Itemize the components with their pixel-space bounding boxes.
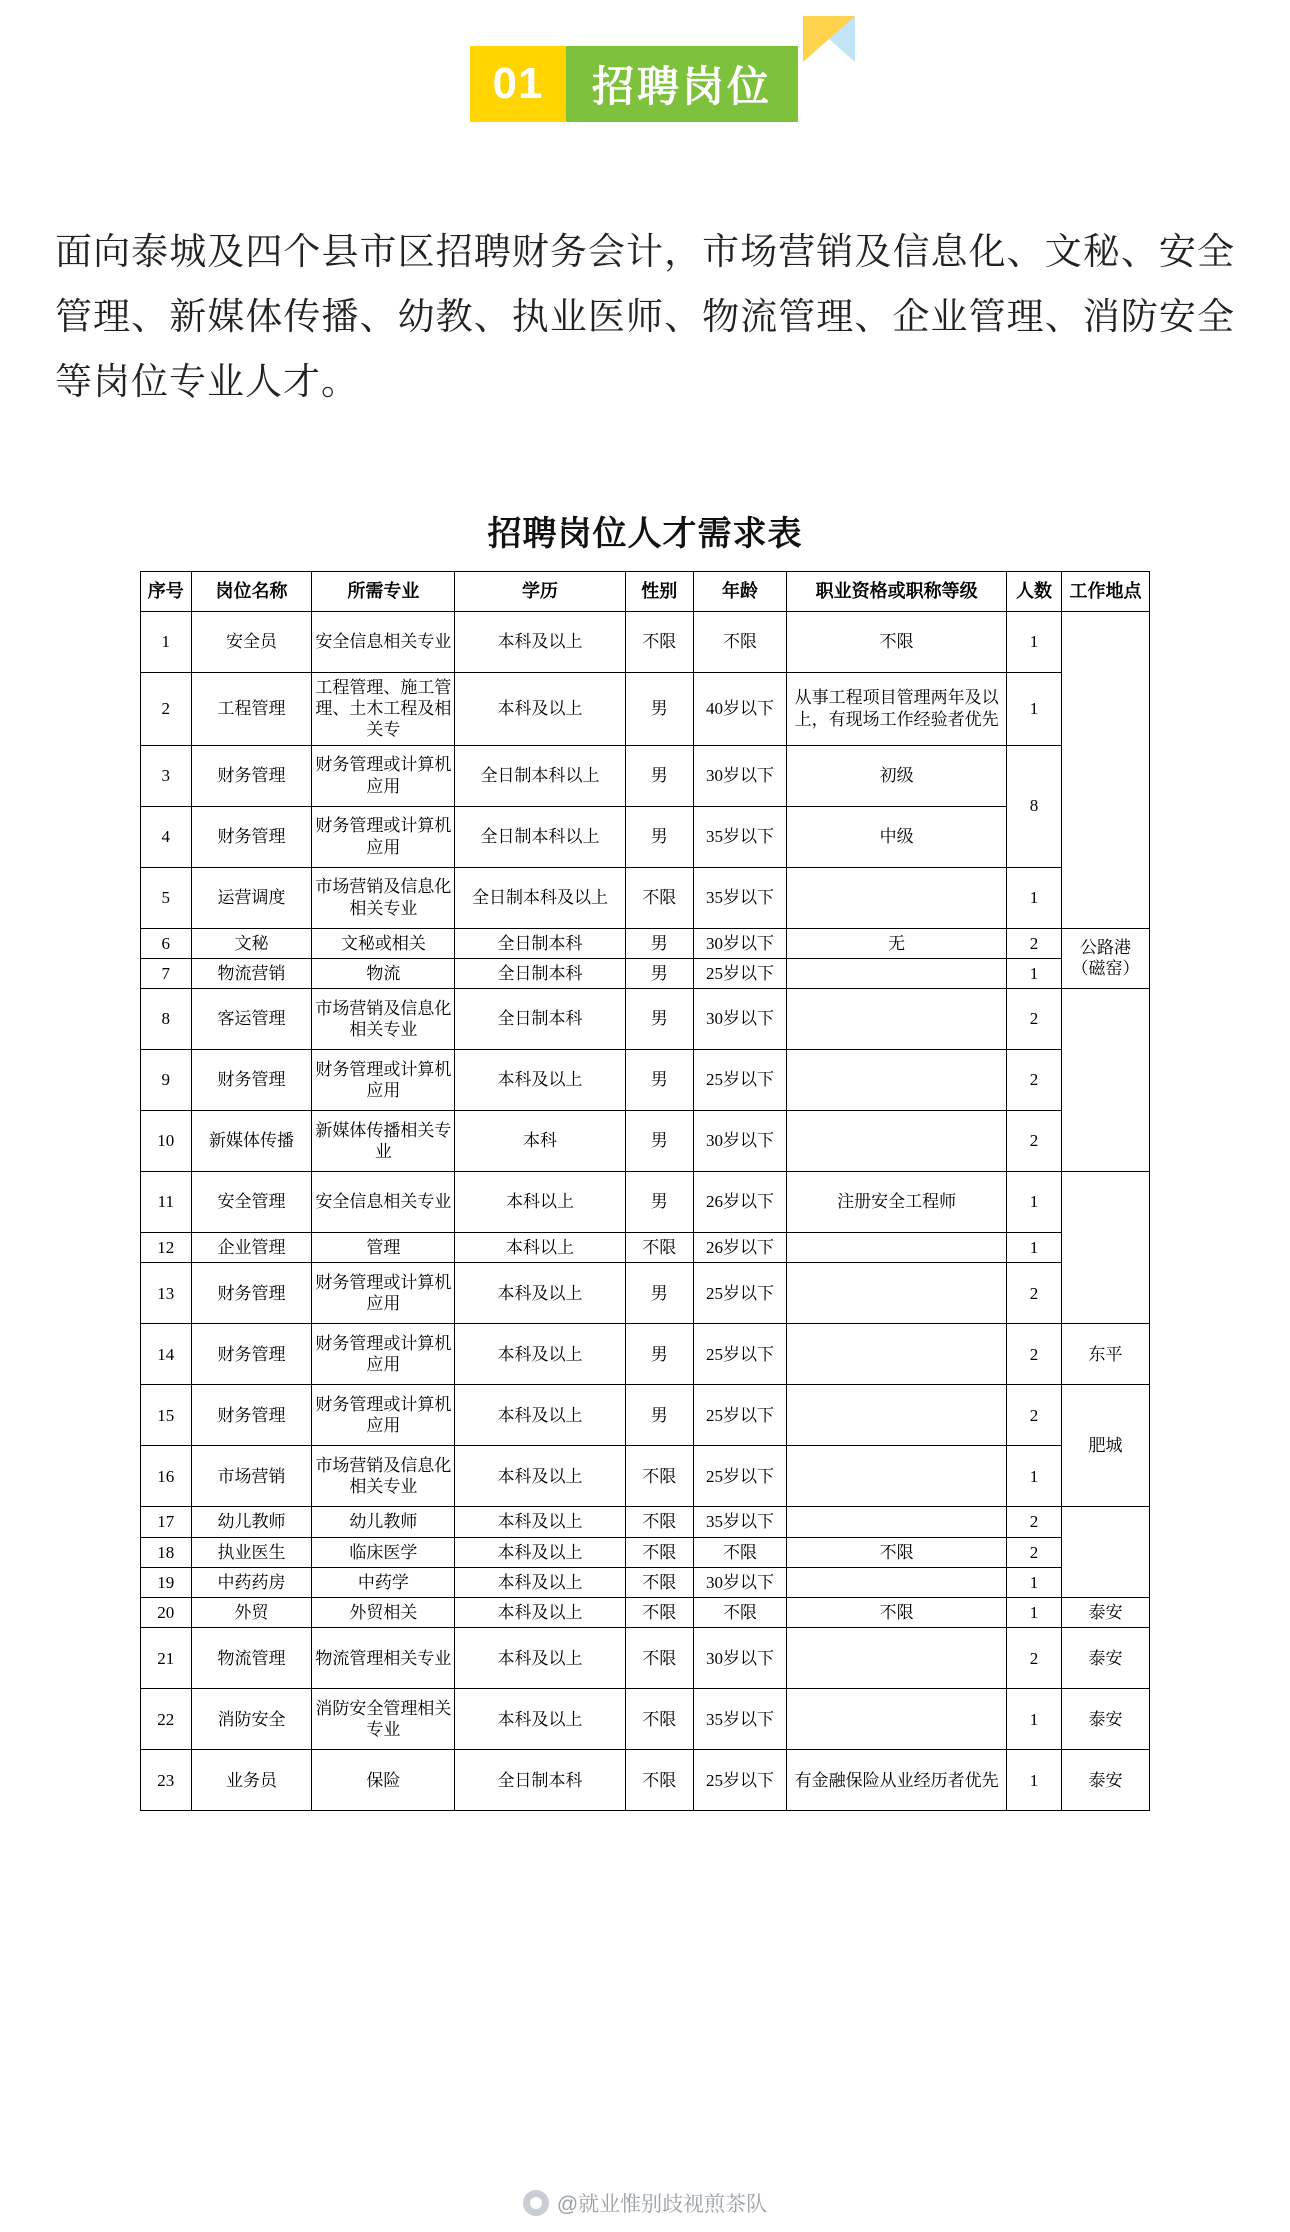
cell-headcount: 1: [1007, 1172, 1062, 1233]
cell-age: 35岁以下: [693, 806, 786, 867]
cell-major: 新媒体传播相关专业: [312, 1111, 455, 1172]
cell-gender: 男: [625, 1263, 693, 1324]
cell-post: 物流管理: [191, 1628, 312, 1689]
cell-certificate: 不限: [787, 1598, 1007, 1628]
cell-major: 中药学: [312, 1567, 455, 1597]
table-row: [141, 1598, 1150, 1628]
cell-education: 全日制本科: [455, 989, 625, 1050]
cell-gender: 不限: [625, 1689, 693, 1750]
col-certificate: 职业资格或职称等级: [787, 572, 1007, 612]
cell-age: 30岁以下: [693, 1567, 786, 1597]
cell-index: 6: [141, 928, 192, 958]
document-page: [0, 28, 1290, 2232]
cell-age: 30岁以下: [693, 928, 786, 958]
section-title: 招聘岗位: [592, 63, 773, 110]
cell-post: 消防安全: [191, 1689, 312, 1750]
table-row: [141, 1750, 1150, 1811]
cell-education: 本科及以上: [455, 1537, 625, 1567]
cell-age: 40岁以下: [693, 672, 786, 745]
weibo-icon: [523, 2190, 549, 2216]
cell-major: 财务管理或计算机应用: [312, 1385, 455, 1446]
cell-major: 财务管理或计算机应用: [312, 806, 455, 867]
cell-index: 23: [141, 1750, 192, 1811]
cell-location: [1062, 1172, 1150, 1324]
cell-location: 泰安: [1062, 1689, 1150, 1750]
cell-major: 消防安全管理相关专业: [312, 1689, 455, 1750]
cell-index: 5: [141, 867, 192, 928]
cell-post: 幼儿教师: [191, 1507, 312, 1537]
col-location: 工作地点: [1062, 572, 1150, 612]
cell-education: 全日制本科以上: [455, 745, 625, 806]
cell-education: 本科: [455, 1111, 625, 1172]
cell-location: 泰安: [1062, 1628, 1150, 1689]
cell-major: 财务管理或计算机应用: [312, 745, 455, 806]
cell-headcount: 2: [1007, 928, 1062, 958]
cell-gender: 不限: [625, 1537, 693, 1567]
cell-education: 本科及以上: [455, 1385, 625, 1446]
cell-certificate: 从事工程项目管理两年及以上，有现场工作经验者优先: [787, 672, 1007, 745]
cell-post: 企业管理: [191, 1233, 312, 1263]
cell-location: 泰安: [1062, 1750, 1150, 1811]
cell-education: 全日制本科及以上: [455, 867, 625, 928]
decorative-triangle-yellow: [803, 16, 855, 62]
table-header-row: [141, 572, 1150, 612]
cell-location: 肥城: [1062, 1385, 1150, 1507]
cell-gender: 不限: [625, 1750, 693, 1811]
cell-certificate: [787, 867, 1007, 928]
cell-certificate: [787, 1111, 1007, 1172]
footer-watermark: [0, 2188, 1290, 2218]
cell-post: 中药药房: [191, 1567, 312, 1597]
cell-index: 15: [141, 1385, 192, 1446]
cell-index: 3: [141, 745, 192, 806]
cell-index: 19: [141, 1567, 192, 1597]
cell-gender: 男: [625, 1172, 693, 1233]
table-row: [141, 1111, 1150, 1172]
cell-certificate: 有金融保险从业经历者优先: [787, 1750, 1007, 1811]
cell-location: 东平: [1062, 1324, 1150, 1385]
cell-location: 泰安: [1062, 1598, 1150, 1628]
cell-major: 市场营销及信息化相关专业: [312, 989, 455, 1050]
cell-headcount: 1: [1007, 1689, 1062, 1750]
col-headcount: 人数: [1007, 572, 1062, 612]
cell-education: 全日制本科以上: [455, 806, 625, 867]
cell-index: 8: [141, 989, 192, 1050]
table-row: [141, 1507, 1150, 1537]
cell-headcount: 1: [1007, 1233, 1062, 1263]
col-age: 年龄: [693, 572, 786, 612]
cell-age: 30岁以下: [693, 745, 786, 806]
cell-education: 本科及以上: [455, 1324, 625, 1385]
cell-headcount: 1: [1007, 958, 1062, 988]
col-index: 序号: [141, 572, 192, 612]
cell-location: 公路港（磁窑）: [1062, 928, 1150, 989]
cell-age: 26岁以下: [693, 1172, 786, 1233]
table-row: [141, 958, 1150, 988]
cell-post: 业务员: [191, 1750, 312, 1811]
cell-headcount: 2: [1007, 1537, 1062, 1567]
cell-certificate: 不限: [787, 1537, 1007, 1567]
cell-headcount: 2: [1007, 1263, 1062, 1324]
cell-index: 12: [141, 1233, 192, 1263]
cell-major: 文秘或相关: [312, 928, 455, 958]
intro-paragraph: 面向泰城及四个县市区招聘财务会计，市场营销及信息化、文秘、安全管理、新媒体传播、幼教、执业医师、物流管理、企业管理、消防安全等岗位专业人才。: [55, 231, 1235, 402]
cell-post: 安全员: [191, 611, 312, 672]
cell-headcount: 2: [1007, 1111, 1062, 1172]
table-row: [141, 1385, 1150, 1446]
cell-certificate: [787, 958, 1007, 988]
cell-education: 本科及以上: [455, 672, 625, 745]
cell-headcount: 1: [1007, 672, 1062, 745]
cell-certificate: [787, 1324, 1007, 1385]
cell-education: 本科以上: [455, 1172, 625, 1233]
cell-index: 14: [141, 1324, 192, 1385]
cell-gender: 男: [625, 806, 693, 867]
cell-gender: 男: [625, 1111, 693, 1172]
cell-certificate: 无: [787, 928, 1007, 958]
table-row: [141, 1263, 1150, 1324]
cell-age: 25岁以下: [693, 1446, 786, 1507]
cell-post: 物流营销: [191, 958, 312, 988]
cell-post: 财务管理: [191, 806, 312, 867]
cell-index: 17: [141, 1507, 192, 1537]
cell-index: 7: [141, 958, 192, 988]
cell-index: 2: [141, 672, 192, 745]
cell-post: 文秘: [191, 928, 312, 958]
cell-education: 本科以上: [455, 1233, 625, 1263]
cell-certificate: [787, 1446, 1007, 1507]
cell-gender: 不限: [625, 1628, 693, 1689]
cell-certificate: [787, 1050, 1007, 1111]
cell-post: 财务管理: [191, 1050, 312, 1111]
table-row: [141, 672, 1150, 745]
jobs-table-wrap: [140, 571, 1150, 1811]
cell-post: 安全管理: [191, 1172, 312, 1233]
cell-age: 26岁以下: [693, 1233, 786, 1263]
cell-certificate: [787, 1385, 1007, 1446]
cell-major: 财务管理或计算机应用: [312, 1263, 455, 1324]
cell-certificate: 中级: [787, 806, 1007, 867]
cell-major: 物流: [312, 958, 455, 988]
cell-major: 管理: [312, 1233, 455, 1263]
table-row: [141, 745, 1150, 806]
cell-education: 本科及以上: [455, 1567, 625, 1597]
cell-index: 13: [141, 1263, 192, 1324]
jobs-table: [140, 571, 1150, 1811]
cell-age: 35岁以下: [693, 1507, 786, 1537]
cell-major: 财务管理或计算机应用: [312, 1324, 455, 1385]
cell-certificate: [787, 1628, 1007, 1689]
cell-major: 安全信息相关专业: [312, 1172, 455, 1233]
cell-index: 21: [141, 1628, 192, 1689]
cell-headcount: 2: [1007, 989, 1062, 1050]
cell-age: 不限: [693, 1598, 786, 1628]
cell-index: 22: [141, 1689, 192, 1750]
cell-headcount: 1: [1007, 611, 1062, 672]
cell-post: 财务管理: [191, 1263, 312, 1324]
table-row: [141, 928, 1150, 958]
section-title-badge: [566, 46, 798, 122]
cell-headcount: 2: [1007, 1385, 1062, 1446]
cell-gender: 不限: [625, 1598, 693, 1628]
cell-post: 财务管理: [191, 745, 312, 806]
section-header: [0, 28, 1290, 148]
cell-index: 10: [141, 1111, 192, 1172]
table-title: 招聘岗位人才需求表: [487, 516, 803, 554]
cell-gender: 男: [625, 672, 693, 745]
cell-index: 20: [141, 1598, 192, 1628]
cell-gender: 不限: [625, 1233, 693, 1263]
cell-major: 保险: [312, 1750, 455, 1811]
cell-certificate: 注册安全工程师: [787, 1172, 1007, 1233]
table-row: [141, 1172, 1150, 1233]
cell-major: 临床医学: [312, 1537, 455, 1567]
cell-index: 16: [141, 1446, 192, 1507]
table-row: [141, 1537, 1150, 1567]
cell-post: 运营调度: [191, 867, 312, 928]
table-row: [141, 1689, 1150, 1750]
cell-gender: 男: [625, 1050, 693, 1111]
cell-gender: 男: [625, 745, 693, 806]
cell-education: 本科及以上: [455, 1507, 625, 1537]
cell-education: 本科及以上: [455, 1628, 625, 1689]
cell-location: [1062, 989, 1150, 1172]
cell-location: [1062, 611, 1150, 928]
cell-location: [1062, 1507, 1150, 1598]
cell-education: 全日制本科: [455, 958, 625, 988]
section-number-badge: [470, 46, 566, 122]
cell-education: 本科及以上: [455, 1050, 625, 1111]
table-row: [141, 1233, 1150, 1263]
cell-major: 物流管理相关专业: [312, 1628, 455, 1689]
cell-headcount: 2: [1007, 1507, 1062, 1537]
cell-education: 全日制本科: [455, 928, 625, 958]
table-row: [141, 806, 1150, 867]
cell-post: 财务管理: [191, 1324, 312, 1385]
cell-major: 幼儿教师: [312, 1507, 455, 1537]
cell-education: 全日制本科: [455, 1750, 625, 1811]
cell-index: 1: [141, 611, 192, 672]
cell-major: 市场营销及信息化相关专业: [312, 867, 455, 928]
cell-age: 35岁以下: [693, 867, 786, 928]
cell-certificate: 不限: [787, 611, 1007, 672]
cell-age: 30岁以下: [693, 989, 786, 1050]
cell-certificate: [787, 1507, 1007, 1537]
table-row: [141, 1446, 1150, 1507]
cell-age: 25岁以下: [693, 1750, 786, 1811]
cell-major: 工程管理、施工管理、土木工程及相关专: [312, 672, 455, 745]
cell-age: 30岁以下: [693, 1111, 786, 1172]
cell-age: 30岁以下: [693, 1628, 786, 1689]
cell-headcount: 1: [1007, 1567, 1062, 1597]
cell-age: 25岁以下: [693, 1263, 786, 1324]
cell-major: 安全信息相关专业: [312, 611, 455, 672]
cell-headcount: 1: [1007, 1750, 1062, 1811]
cell-headcount: 1: [1007, 1446, 1062, 1507]
cell-age: 25岁以下: [693, 958, 786, 988]
table-row: [141, 1628, 1150, 1689]
cell-headcount: 1: [1007, 1598, 1062, 1628]
cell-index: 11: [141, 1172, 192, 1233]
cell-index: 4: [141, 806, 192, 867]
cell-headcount: 2: [1007, 1324, 1062, 1385]
cell-gender: 男: [625, 928, 693, 958]
cell-headcount: 1: [1007, 867, 1062, 928]
table-row: [141, 1567, 1150, 1597]
cell-gender: 男: [625, 1324, 693, 1385]
cell-major: 市场营销及信息化相关专业: [312, 1446, 455, 1507]
cell-post: 执业医生: [191, 1537, 312, 1567]
cell-certificate: 初级: [787, 745, 1007, 806]
watermark-text: @就业惟别歧视煎茶队: [556, 2193, 768, 2216]
col-education: 学历: [455, 572, 625, 612]
cell-gender: 男: [625, 1385, 693, 1446]
cell-certificate: [787, 1567, 1007, 1597]
cell-education: 本科及以上: [455, 1689, 625, 1750]
table-row: [141, 867, 1150, 928]
cell-post: 新媒体传播: [191, 1111, 312, 1172]
cell-education: 本科及以上: [455, 1263, 625, 1324]
cell-post: 客运管理: [191, 989, 312, 1050]
cell-headcount: 2: [1007, 1628, 1062, 1689]
cell-gender: 男: [625, 989, 693, 1050]
cell-age: 不限: [693, 611, 786, 672]
cell-index: 9: [141, 1050, 192, 1111]
cell-post: 外贸: [191, 1598, 312, 1628]
table-row: [141, 989, 1150, 1050]
cell-post: 财务管理: [191, 1385, 312, 1446]
cell-post: 市场营销: [191, 1446, 312, 1507]
cell-age: 25岁以下: [693, 1050, 786, 1111]
cell-certificate: [787, 989, 1007, 1050]
cell-education: 本科及以上: [455, 1598, 625, 1628]
col-gender: 性别: [625, 572, 693, 612]
table-row: [141, 611, 1150, 672]
cell-gender: 不限: [625, 1507, 693, 1537]
cell-age: 不限: [693, 1537, 786, 1567]
cell-major: 外贸相关: [312, 1598, 455, 1628]
cell-gender: 不限: [625, 1446, 693, 1507]
cell-post: 工程管理: [191, 672, 312, 745]
cell-headcount: 2: [1007, 1050, 1062, 1111]
cell-education: 本科及以上: [455, 611, 625, 672]
cell-education: 本科及以上: [455, 1446, 625, 1507]
col-post: 岗位名称: [191, 572, 312, 612]
cell-headcount: 8: [1007, 745, 1062, 867]
cell-age: 25岁以下: [693, 1385, 786, 1446]
cell-age: 25岁以下: [693, 1324, 786, 1385]
cell-major: 财务管理或计算机应用: [312, 1050, 455, 1111]
section-number: 01: [492, 59, 544, 108]
cell-index: 18: [141, 1537, 192, 1567]
cell-certificate: [787, 1689, 1007, 1750]
cell-gender: 男: [625, 958, 693, 988]
cell-certificate: [787, 1233, 1007, 1263]
cell-age: 35岁以下: [693, 1689, 786, 1750]
table-row: [141, 1324, 1150, 1385]
cell-gender: 不限: [625, 611, 693, 672]
col-major: 所需专业: [312, 572, 455, 612]
cell-certificate: [787, 1263, 1007, 1324]
cell-gender: 不限: [625, 867, 693, 928]
cell-gender: 不限: [625, 1567, 693, 1597]
table-row: [141, 1050, 1150, 1111]
